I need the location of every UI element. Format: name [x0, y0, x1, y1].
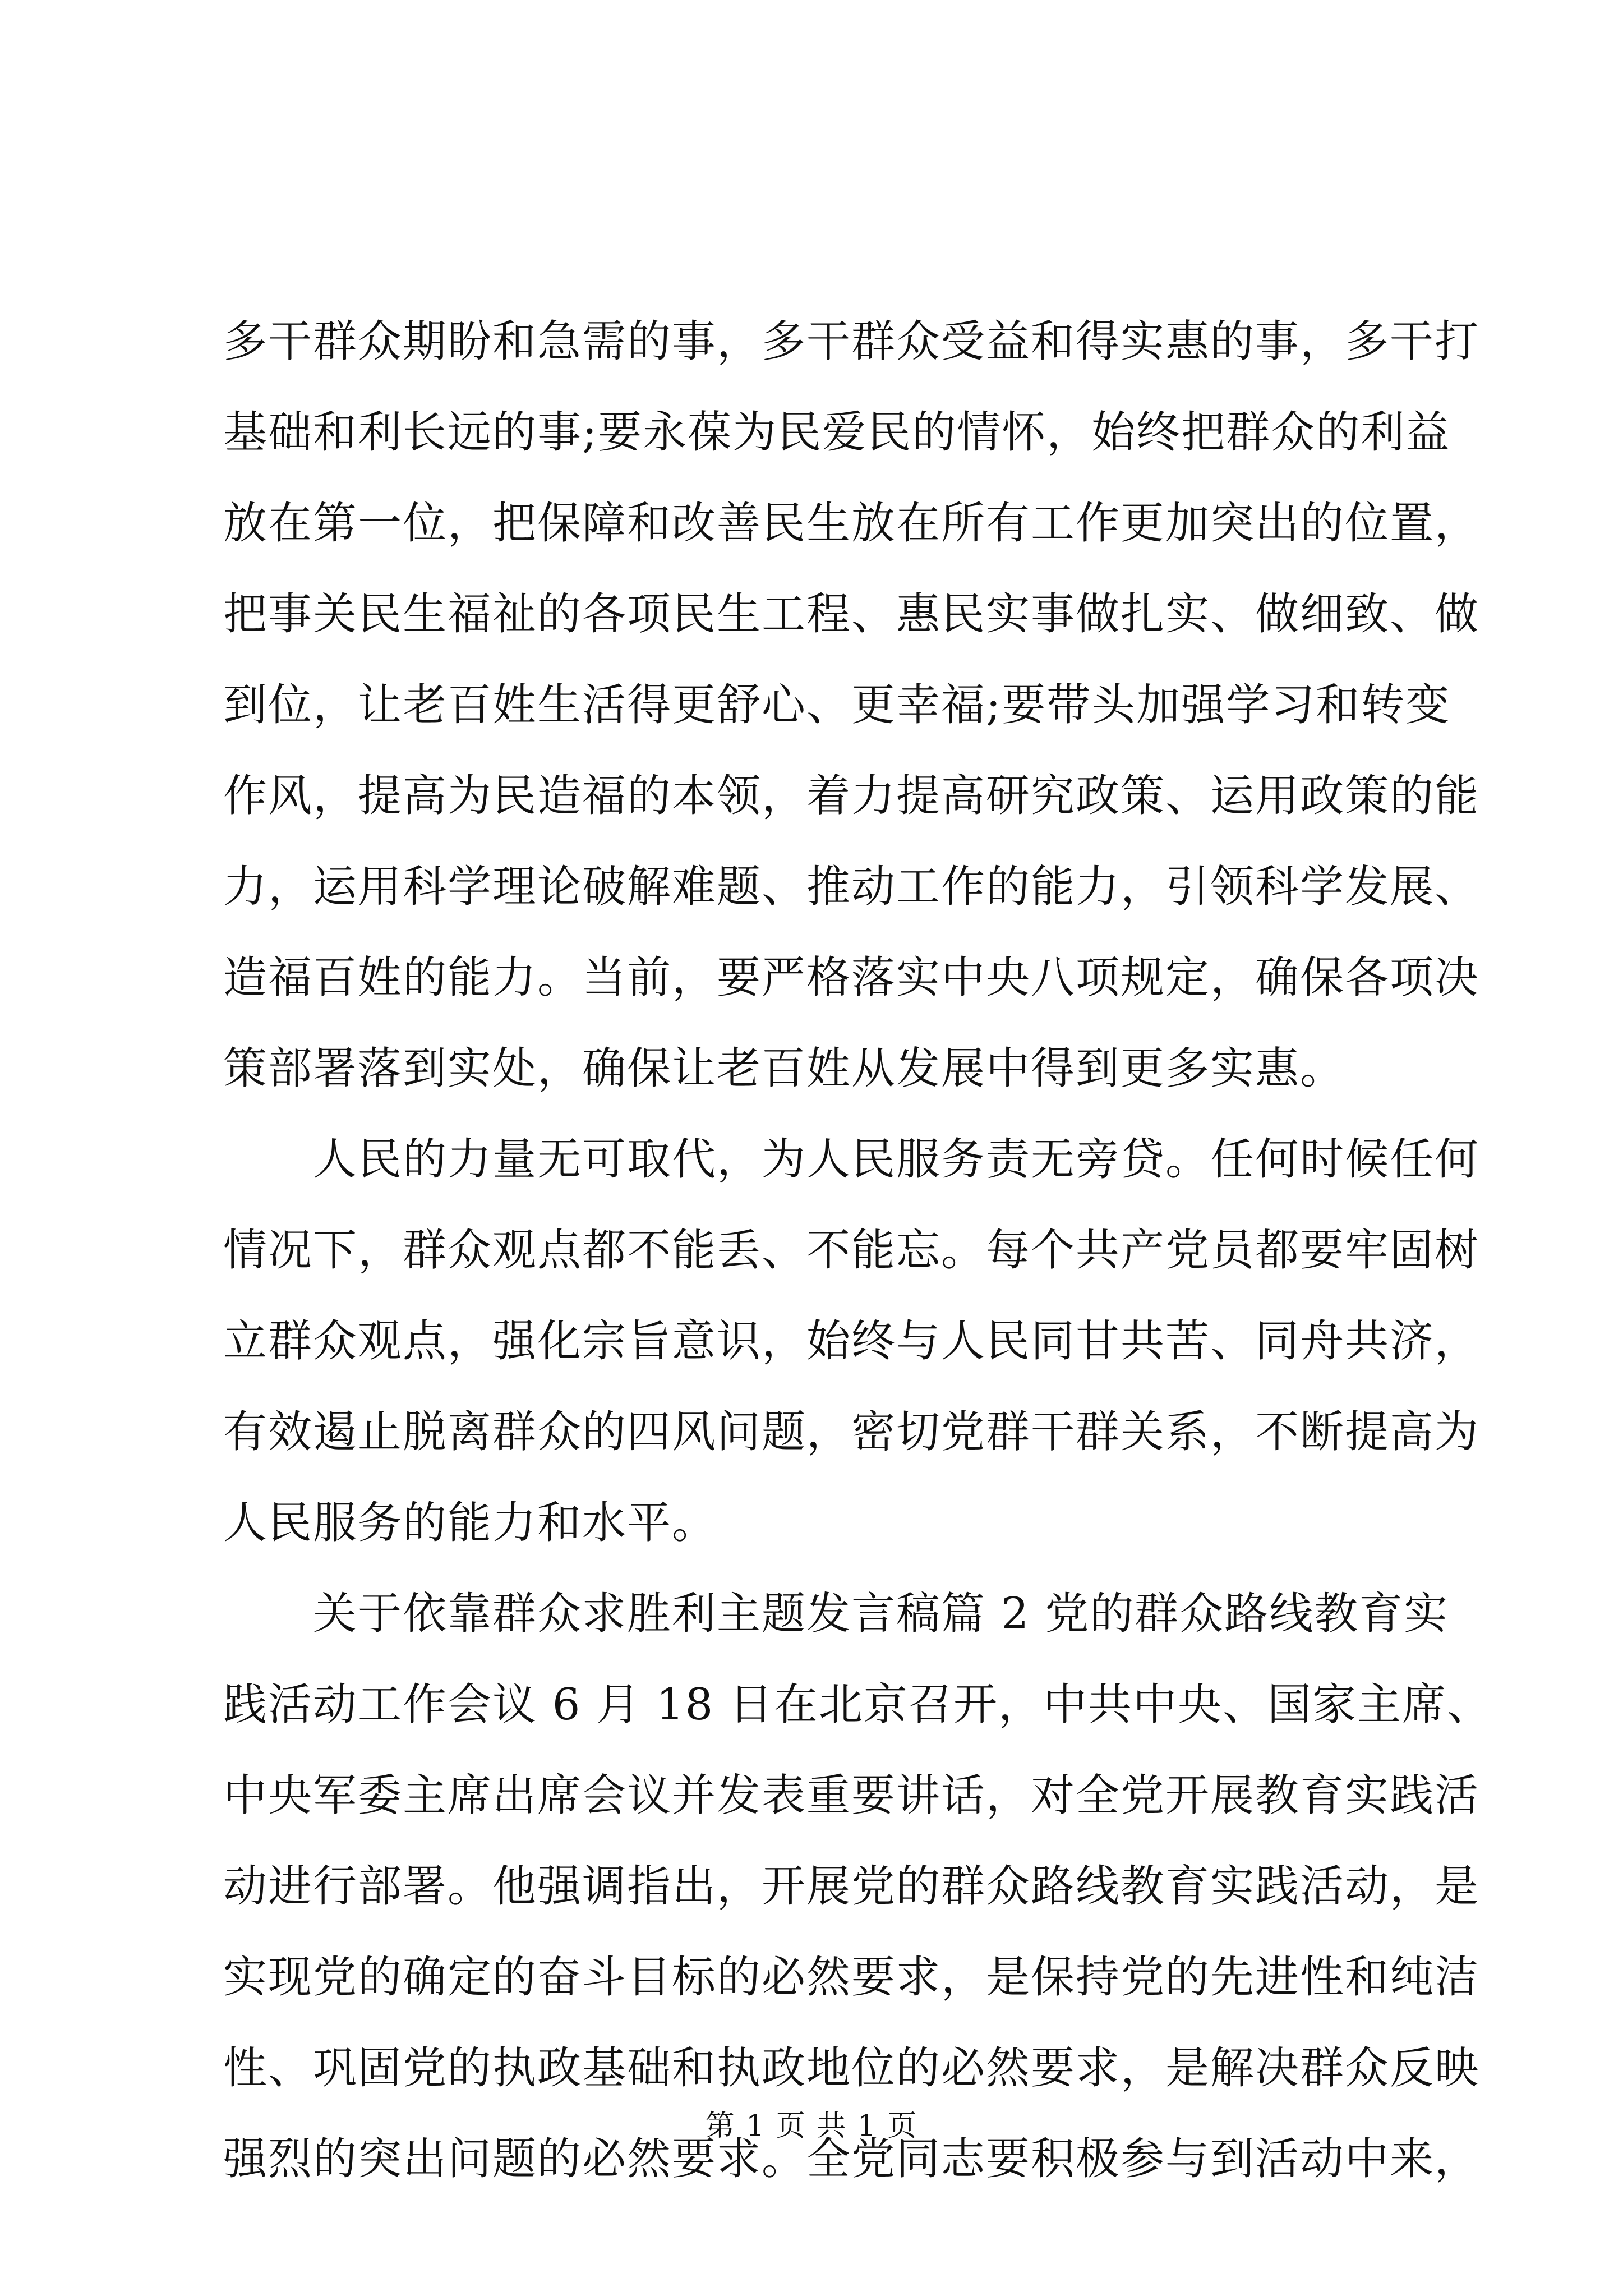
text-line: 多干群众期盼和急需的事，多干群众受益和得实惠的事，多干打	[223, 316, 1480, 367]
text-line: 强烈的突出问题的必然要求。全党同志要积极参与到活动中来，	[223, 2134, 1480, 2184]
paragraph-first-line: 人民的力量无可取代，为人民服务责无旁贷。任何时候任何	[313, 1134, 1480, 1185]
page-number-footer: 第 1 页 共 1 页	[705, 2109, 918, 2143]
text-line: 性、巩固党的执政基础和执政地位的必然要求，是解决群众反映	[223, 2043, 1480, 2093]
text-line: 中央军委主席出席会议并发表重要讲话，对全党开展教育实践活	[223, 1770, 1480, 1821]
text-line: 策部署落到实处，确保让老百姓从发展中得到更多实惠。	[223, 1043, 1345, 1094]
text-line: 到位，让老百姓生活得更舒心、更幸福;要带头加强学习和转变	[223, 680, 1451, 730]
text-line: 动进行部署。他强调指出，开展党的群众路线教育实践活动，是	[223, 1861, 1480, 1912]
text-line: 立群众观点，强化宗旨意识，始终与人民同甘共苦、同舟共济，	[223, 1316, 1480, 1366]
text-line: 情况下，群众观点都不能丢、不能忘。每个共产党员都要牢固树	[223, 1225, 1480, 1276]
text-line: 作风，提高为民造福的本领，着力提高研究政策、运用政策的能	[223, 771, 1480, 821]
text-line: 有效遏止脱离群众的四风问题，密切党群干群关系，不断提高为	[223, 1407, 1480, 1457]
text-line: 践活动工作会议 6 月 18 日在北京召开，中共中央、国家主席、	[223, 1680, 1492, 1730]
text-line: 实现党的确定的奋斗目标的必然要求，是保持党的先进性和纯洁	[223, 1952, 1480, 2003]
text-line: 人民服务的能力和水平。	[223, 1498, 717, 1548]
text-line: 把事关民生福祉的各项民生工程、惠民实事做扎实、做细致、做	[223, 589, 1480, 639]
text-line: 力，运用科学理论破解难题、推动工作的能力，引领科学发展、	[223, 862, 1480, 912]
text-line: 放在第一位，把保障和改善民生放在所有工作更加突出的位置，	[223, 498, 1480, 549]
body-text	[223, 296, 1492, 2205]
text-line: 造福百姓的能力。当前，要严格落实中央八项规定，确保各项决	[223, 953, 1480, 1003]
text-line: 基础和利长远的事;要永葆为民爱民的情怀，始终把群众的利益	[223, 407, 1451, 458]
paragraph-first-line: 关于依靠群众求胜利主题发言稿篇 2 党的群众路线教育实	[313, 1589, 1449, 1639]
